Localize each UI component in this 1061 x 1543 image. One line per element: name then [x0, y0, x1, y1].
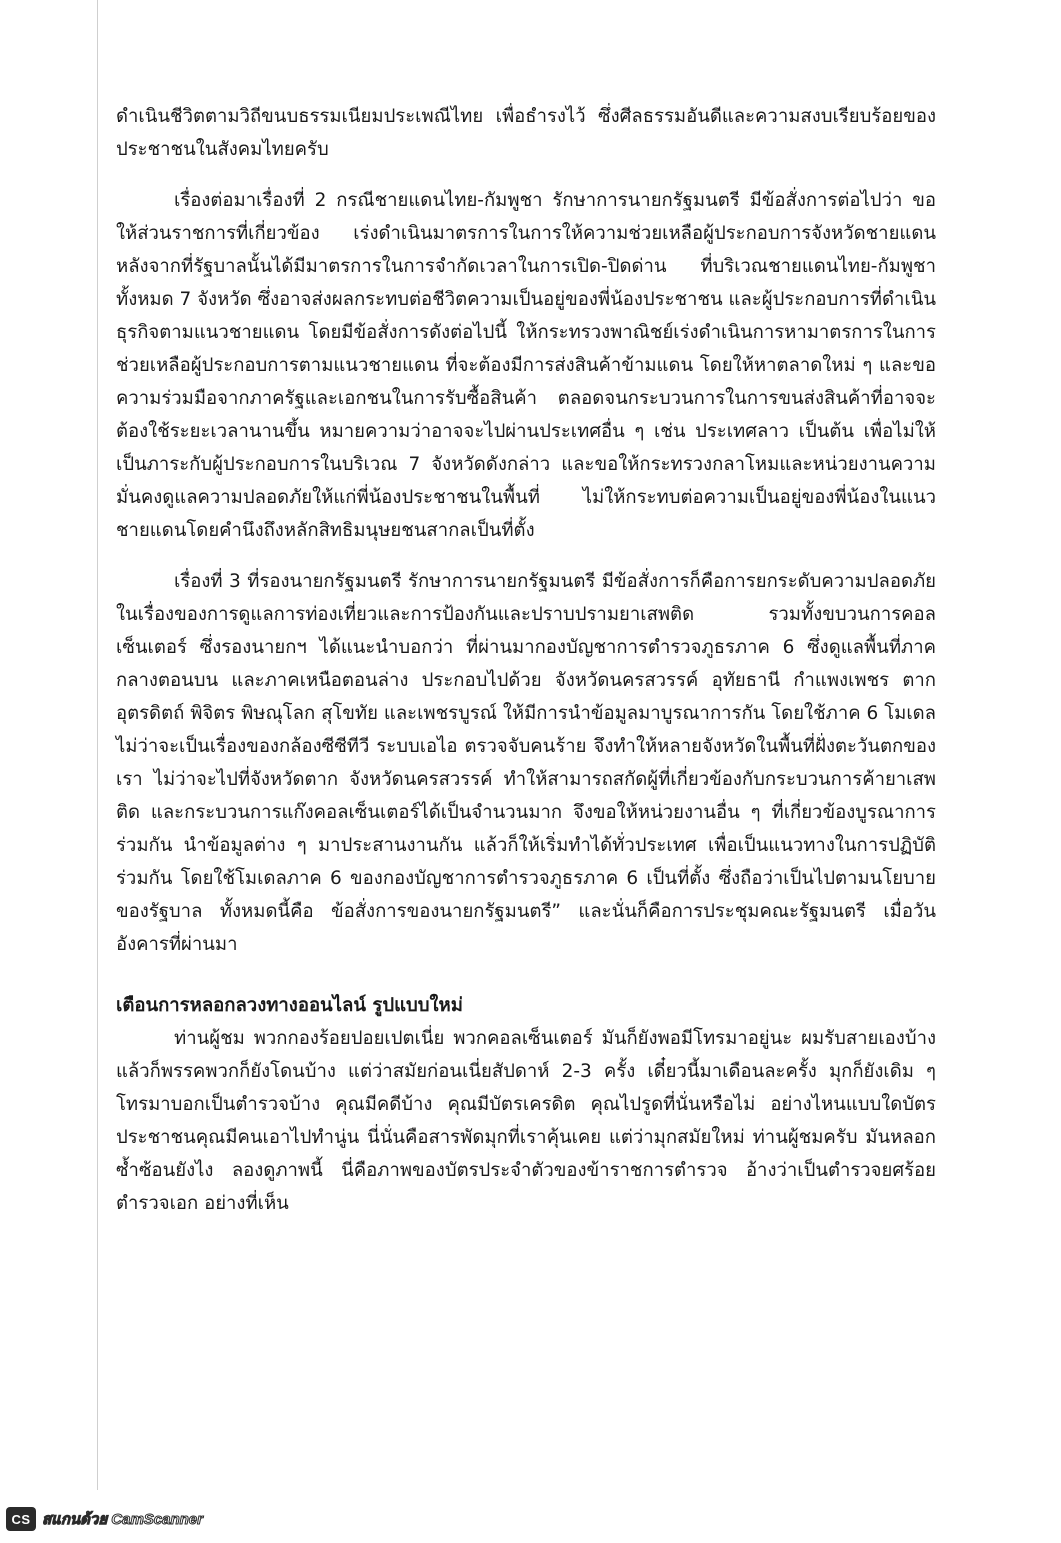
section-heading: เตือนการหลอกลวงทางออนไลน์ รูปแบบใหม่ [116, 995, 463, 1016]
camscanner-caption: สแกนด้วย CamScanner [42, 1511, 203, 1528]
paragraph-continuation: ดำเนินชีวิตตามวิถีขนบธรรมเนียมประเพณีไทย เพื่อธำรงไว้ ซึ่งศีลธรรมอันดีและความสงบเรียบร้อยของประชาชนในสังคมไทยครับ [116, 106, 936, 160]
page-binding-line [97, 0, 98, 1490]
camscanner-logo-icon: CS [6, 1507, 36, 1531]
paragraph-security-measures: เรื่องที่ 3 ที่รองนายกรัฐมนตรี รักษาการนายกรัฐมนตรี มีข้อสั่งการก็คือการยกระดับความปลอดภัยในเรื่องของการดูแลการท่องเที่ยวและการป้องกันและปราบปรามยาเสพติด รวมทั้งขบวนการคอลเซ็นเตอร์ ซึ่งรองนายกฯ ได้แนะนำบอกว่า ที่ผ่านมากองบัญชาการตำรวจภูธรภาค 6 ซึ่งดูแลพื้นที่ภาคกลางตอนบน และภาคเหนือตอนล่าง ประกอบไปด้วย จังหวัดนครสวรรค์ อุทัยธานี กำแพงเพชร ตาก อุตรดิตถ์ พิจิตร พิษณุโลก สุโขทัย และเพชรบูรณ์ ให้มีการนำข้อมูลมาบูรณาการกัน โดยใช้ภาค 6 โมเดล ไม่ว่าจะเป็นเรื่องของกล้องซีซีทีวี ระบบเอไอ ตรวจจับคนร้าย จึงทำให้หลายจังหวัดในพื้นที่ฝั่งตะวันตกของเรา ไม่ว่าจะไปที่จังหวัดตาก จังหวัดนครสวรรค์ ทำให้สามารถสกัดผู้ที่เกี่ยวข้องกับกระบวนการค้ายาเสพติด และกระบวนการแก๊งคอลเซ็นเตอร์ได้เป็นจำนวนมาก จึงขอให้หน่วยงานอื่น ๆ ที่เกี่ยวข้องบูรณาการร่วมกัน นำข้อมูลต่าง ๆ มาประสานงานกัน แล้วก็ให้เริ่มทำได้ทั่วประเทศ เพื่อเป็นแนวทางในการปฏิบัติร่วมกัน โดยใช้โมเดลภาค 6 ของกองบัญชาการตำรวจภูธรภาค 6 เป็นที่ตั้ง ซึ่งถือว่าเป็นไปตามนโยบายของรัฐบาล ทั้งหมดนี้คือ ข้อสั่งการของนายกรัฐมนตรี” และนั่นก็คือการประชุมคณะรัฐมนตรี เมื่อวันอังคารที่ผ่านมา [116, 571, 936, 955]
paragraph-border-issue: เรื่องต่อมาเรื่องที่ 2 กรณีชายแดนไทย-กัมพูชา รักษาการนายกรัฐมนตรี มีข้อสั่งการต่อไปว่า ขอให้ส่วนราชการที่เกี่ยวข้อง เร่งดำเนินมาตรการในการให้ความช่วยเหลือผู้ประกอบการจังหวัดชายแดน หลังจากที่รัฐบาลนั้นได้มีมาตรการในการจำกัดเวลาในการเปิด-ปิดด่าน ที่บริเวณชายแดนไทย-กัมพูชาทั้งหมด 7 จังหวัด ซึ่งอาจส่งผลกระทบต่อชีวิตความเป็นอยู่ของพี่น้องประชาชน และผู้ประกอบการที่ดำเนินธุรกิจตามแนวชายแดน โดยมีข้อสั่งการดังต่อไปนี้ ให้กระทรวงพาณิชย์เร่งดำเนินการหามาตรการในการช่วยเหลือผู้ประกอบการตามแนวชายแดน ที่จะต้องมีการส่งสินค้าข้ามแดน โดยให้หาตลาดใหม่ ๆ และขอความร่วมมือจากภาครัฐและเอกชนในการรับซื้อสินค้า ตลอดจนกระบวนการในการขนส่งสินค้าที่อาจจะต้องใช้ระยะเวลานานขึ้น หมายความว่าอาจจะไปผ่านประเทศอื่น ๆ เช่น ประเทศลาว เป็นต้น เพื่อไม่ให้เป็นภาระกับผู้ประกอบการในบริเวณ 7 จังหวัดดังกล่าว และขอให้กระทรวงกลาโหมและหน่วยงานความมั่นคงดูแลความปลอดภัยให้แก่พี่น้องประชาชนในพื้นที่ ไม่ให้กระทบต่อความเป็นอยู่ของพี่น้องในแนวชายแดนโดยคำนึงถึงหลักสิทธิมนุษยชนสากลเป็นที่ตั้ง [116, 190, 936, 541]
document-page [116, 100, 936, 1238]
camscanner-watermark [6, 1506, 203, 1532]
paragraph-online-scam: ท่านผู้ชม พวกกองร้อยปอยเปตเนี่ย พวกคอลเซ็นเตอร์ มันก็ยังพอมีโทรมาอยู่นะ ผมรับสายเองบ้าง แล้วก็พรรคพวกก็ยังโดนบ้าง แต่ว่าสมัยก่อนเนี่ยสัปดาห์ 2-3 ครั้ง เดี๋ยวนี้มาเดือนละครั้ง มุกก็ยังเดิม ๆ โทรมาบอกเป็นตำรวจบ้าง คุณมีคดีบ้าง คุณมีบัตรเครดิต คุณไปรูดที่นั่นหรือไม่ อย่างไหนแบบใดบัตรประชาชนคุณมีคนเอาไปทำนู่น นี่นั่นคือสารพัดมุกที่เราคุ้นเคย แต่ว่ามุกสมัยใหม่ ท่านผู้ชมครับ มันหลอกซ้ำซ้อนยังไง ลองดูภาพนี้ นี่คือภาพของบัตรประจำตัวของข้าราชการตำรวจ อ้างว่าเป็นตำรวจยศร้อยตำรวจเอก อย่างที่เห็น [116, 1028, 936, 1214]
